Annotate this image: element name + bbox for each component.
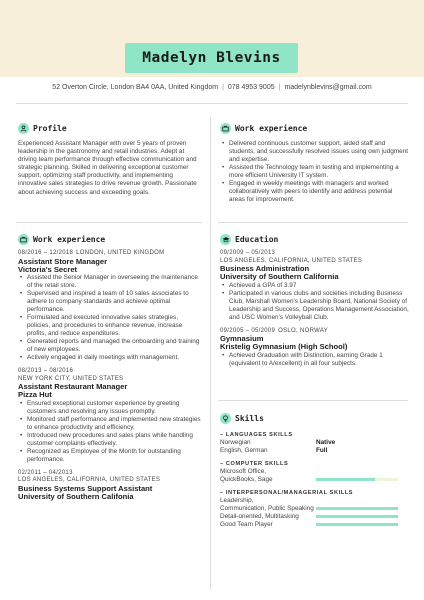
skill-row — [220, 439, 410, 447]
skill-row — [220, 476, 410, 484]
job-company: Pizza Hut — [18, 390, 52, 400]
education-entry — [220, 250, 410, 322]
edu-degree: Gymnasium — [220, 334, 264, 344]
job-location: LOS ANGELES, CALIFORNIA, UNITED STATES — [18, 477, 161, 484]
skill-level-bar — [316, 507, 398, 510]
skill-category-heading: – INTERPERSONAL/MANAGERIAL SKILLS — [220, 490, 354, 496]
divider-left-1 — [16, 222, 202, 223]
edu-degree: Business Administration — [220, 264, 310, 273]
skill-level-bar — [316, 515, 398, 518]
job-dates: 08/2016 – 12/2018 — [18, 250, 74, 256]
skill-name: Communication, Public Speaking — [220, 505, 314, 512]
skill-name: Good Team Player — [220, 521, 273, 528]
skill-level-fill — [316, 523, 398, 526]
skill-level-fill — [316, 507, 398, 510]
edu-bullet: • Participated in various clubs and societies including Business Club, Marshall Women's Leadership Board, National Society of Leadership and Success, Operations Management Association, and USC Women's Volleyball Club. — [220, 290, 410, 322]
job-entry — [18, 250, 202, 362]
job-bullet: • Assisted the Senior Manager in overseeing the maintenance of the retail store. — [18, 274, 202, 290]
education-section — [220, 232, 410, 368]
job-bullet: • Recognized as Employee of the Month for outstanding performance. — [18, 448, 202, 464]
profile-text: Experienced Assistant Manager with over 5 years of proven leadership in the gastronomy and retail industries. Adept at driving team performance through effective communication and strategic planning. Skilled in delivering exceptional customer support, optimizing staff productivity, and implementing innovative sales strategies to drive revenue growth. Passionate about achieving success and exceeding goals. — [18, 140, 197, 196]
skill-name: Leadership, — [220, 497, 254, 504]
profile-section — [18, 121, 202, 197]
work-continued-section — [220, 121, 410, 204]
contact-phone: 078 4953 9005 — [227, 84, 275, 91]
contact-line: 52 Overton Circle, London BA4 0AA, United Kingdom | 078 4953 9005 | madelynblevins@gmail.com — [52, 84, 372, 91]
work-continued-heading: Work experience — [235, 123, 308, 133]
job-bullet: • Delivered continuous customer support, aided staff and students, and successfully resolved issues using own judgment and expertise. — [220, 140, 410, 164]
job-dates: 02/2011 – 04/2013 — [18, 469, 73, 476]
job-location: LONDON, UNITED KINGDOM — [76, 250, 165, 256]
edu-school: Kristelig Gymnasium (High School) — [220, 342, 348, 352]
skill-level: Native — [316, 439, 336, 446]
edu-dates: 09/2009 – 05/2013 — [220, 250, 276, 256]
skills-heading: Skills — [235, 413, 264, 423]
contact-address: 52 Overton Circle, London BA4 0AA, United Kingdom — [52, 84, 219, 91]
skill-row — [220, 447, 410, 455]
briefcase-icon — [18, 234, 29, 245]
interpersonal-skills — [220, 490, 410, 529]
job-bullet: • Introduced new procedures and sales plans while handling customer complaints effectively. — [18, 432, 202, 448]
job-location: NEW YORK CITY, UNITED STATES — [18, 375, 124, 382]
skill-row — [220, 521, 410, 529]
edu-location: LOS ANGELES, CALIFORNIA, UNITED STATES — [220, 257, 363, 264]
edu-bullets — [220, 352, 410, 368]
language-skills — [220, 432, 410, 455]
skill-name: Detail-oriented, Multitasking — [220, 513, 299, 520]
skill-row — [220, 497, 410, 505]
edu-dates: 09/2005 – 05/2009 — [220, 327, 276, 334]
work-heading: Work experience — [33, 234, 106, 244]
job-company: University of Southern Califonia — [18, 491, 134, 501]
job-dates: 08/2013 – 08/2016 — [18, 368, 74, 375]
skill-name: English, German — [220, 447, 268, 454]
job-bullet: • Formulated and executed innovative sales strategies, policies, and procedures to enhance revenue, increase profits, and reduce expenditures. — [18, 314, 202, 338]
job-entry — [18, 368, 202, 464]
skill-row — [220, 513, 410, 521]
edu-bullet: • Achieved a GPA of 3.97 — [220, 282, 410, 290]
edu-bullets — [220, 282, 410, 322]
person-icon — [18, 123, 29, 134]
work-section — [18, 232, 202, 501]
skill-level: Full — [316, 447, 328, 454]
divider-right-1 — [218, 222, 408, 223]
profile-heading: Profile — [33, 123, 67, 133]
lightbulb-icon — [220, 413, 231, 424]
job-company: Victoria's Secret — [18, 264, 78, 274]
job-entry — [18, 470, 202, 502]
job-bullet: • Monitored staff performance and implemented new strategies to enhance productivity and efficiency. — [18, 416, 202, 432]
job-bullets — [18, 274, 202, 362]
skill-level-fill — [316, 515, 398, 518]
job-bullet: • Assisted the Technology team in testing and implementing a more efficient University IT system. — [220, 164, 410, 180]
contact-email[interactable]: madelynblevins@gmail.com — [284, 84, 372, 91]
skill-level-bar — [316, 523, 398, 526]
skill-category-heading: – COMPUTER SKILLS — [220, 461, 289, 467]
skill-level-bar — [316, 478, 398, 481]
edu-location: OSLO, NORWAY — [278, 327, 328, 334]
graduation-cap-icon — [220, 234, 231, 245]
job-bullet: • Supervised and inspired a team of 10 sales associates to adhere to company standards and achieve optimal performance. — [18, 290, 202, 314]
skill-level-fill — [316, 478, 375, 481]
education-heading: Education — [235, 234, 279, 244]
skills-section — [220, 411, 410, 529]
job-bullet: • Ensured exceptional customer experience by greeting customers and resolving any issues promptly. — [18, 400, 202, 416]
skill-row — [220, 505, 410, 513]
job-bullet: • Actively engaged in daily meetings with management. — [18, 354, 202, 362]
skill-name: Norwegian — [220, 439, 251, 446]
job-role: Assistant Store Manager — [18, 256, 108, 266]
briefcase-icon — [220, 123, 231, 134]
column-divider — [210, 117, 211, 590]
skill-name: QuickBooks, Sage — [220, 476, 273, 483]
edu-bullet: • Achieved Graduation with Distinction, earning Grade 1 (equivalent to A/excellent) in all four subjects. — [220, 352, 410, 368]
skill-row — [220, 468, 410, 476]
job-bullet: • Engaged in weekly meetings with managers and worked collaboratively with peers to identify and address potential areas for improvement. — [220, 180, 410, 204]
divider-right-2 — [218, 400, 408, 401]
job-bullet: • Generated reports and managed the onboarding and training of new employees. — [18, 338, 202, 354]
skill-name: Microsoft Office, — [220, 468, 267, 475]
candidate-name: Madelyn Blevins — [125, 43, 298, 73]
skill-category-heading: – LANGUAGES SKILLS — [220, 432, 293, 438]
job-role: Business Systems Support Assistant — [18, 483, 153, 493]
job-role: Assistant Restaurant Manager — [18, 382, 128, 392]
divider-top — [16, 103, 408, 104]
edu-school: University of Southern California — [220, 272, 339, 282]
work-continued-bullets — [220, 140, 410, 204]
computer-skills — [220, 461, 410, 484]
education-entry — [220, 328, 410, 368]
job-bullets — [18, 400, 202, 464]
